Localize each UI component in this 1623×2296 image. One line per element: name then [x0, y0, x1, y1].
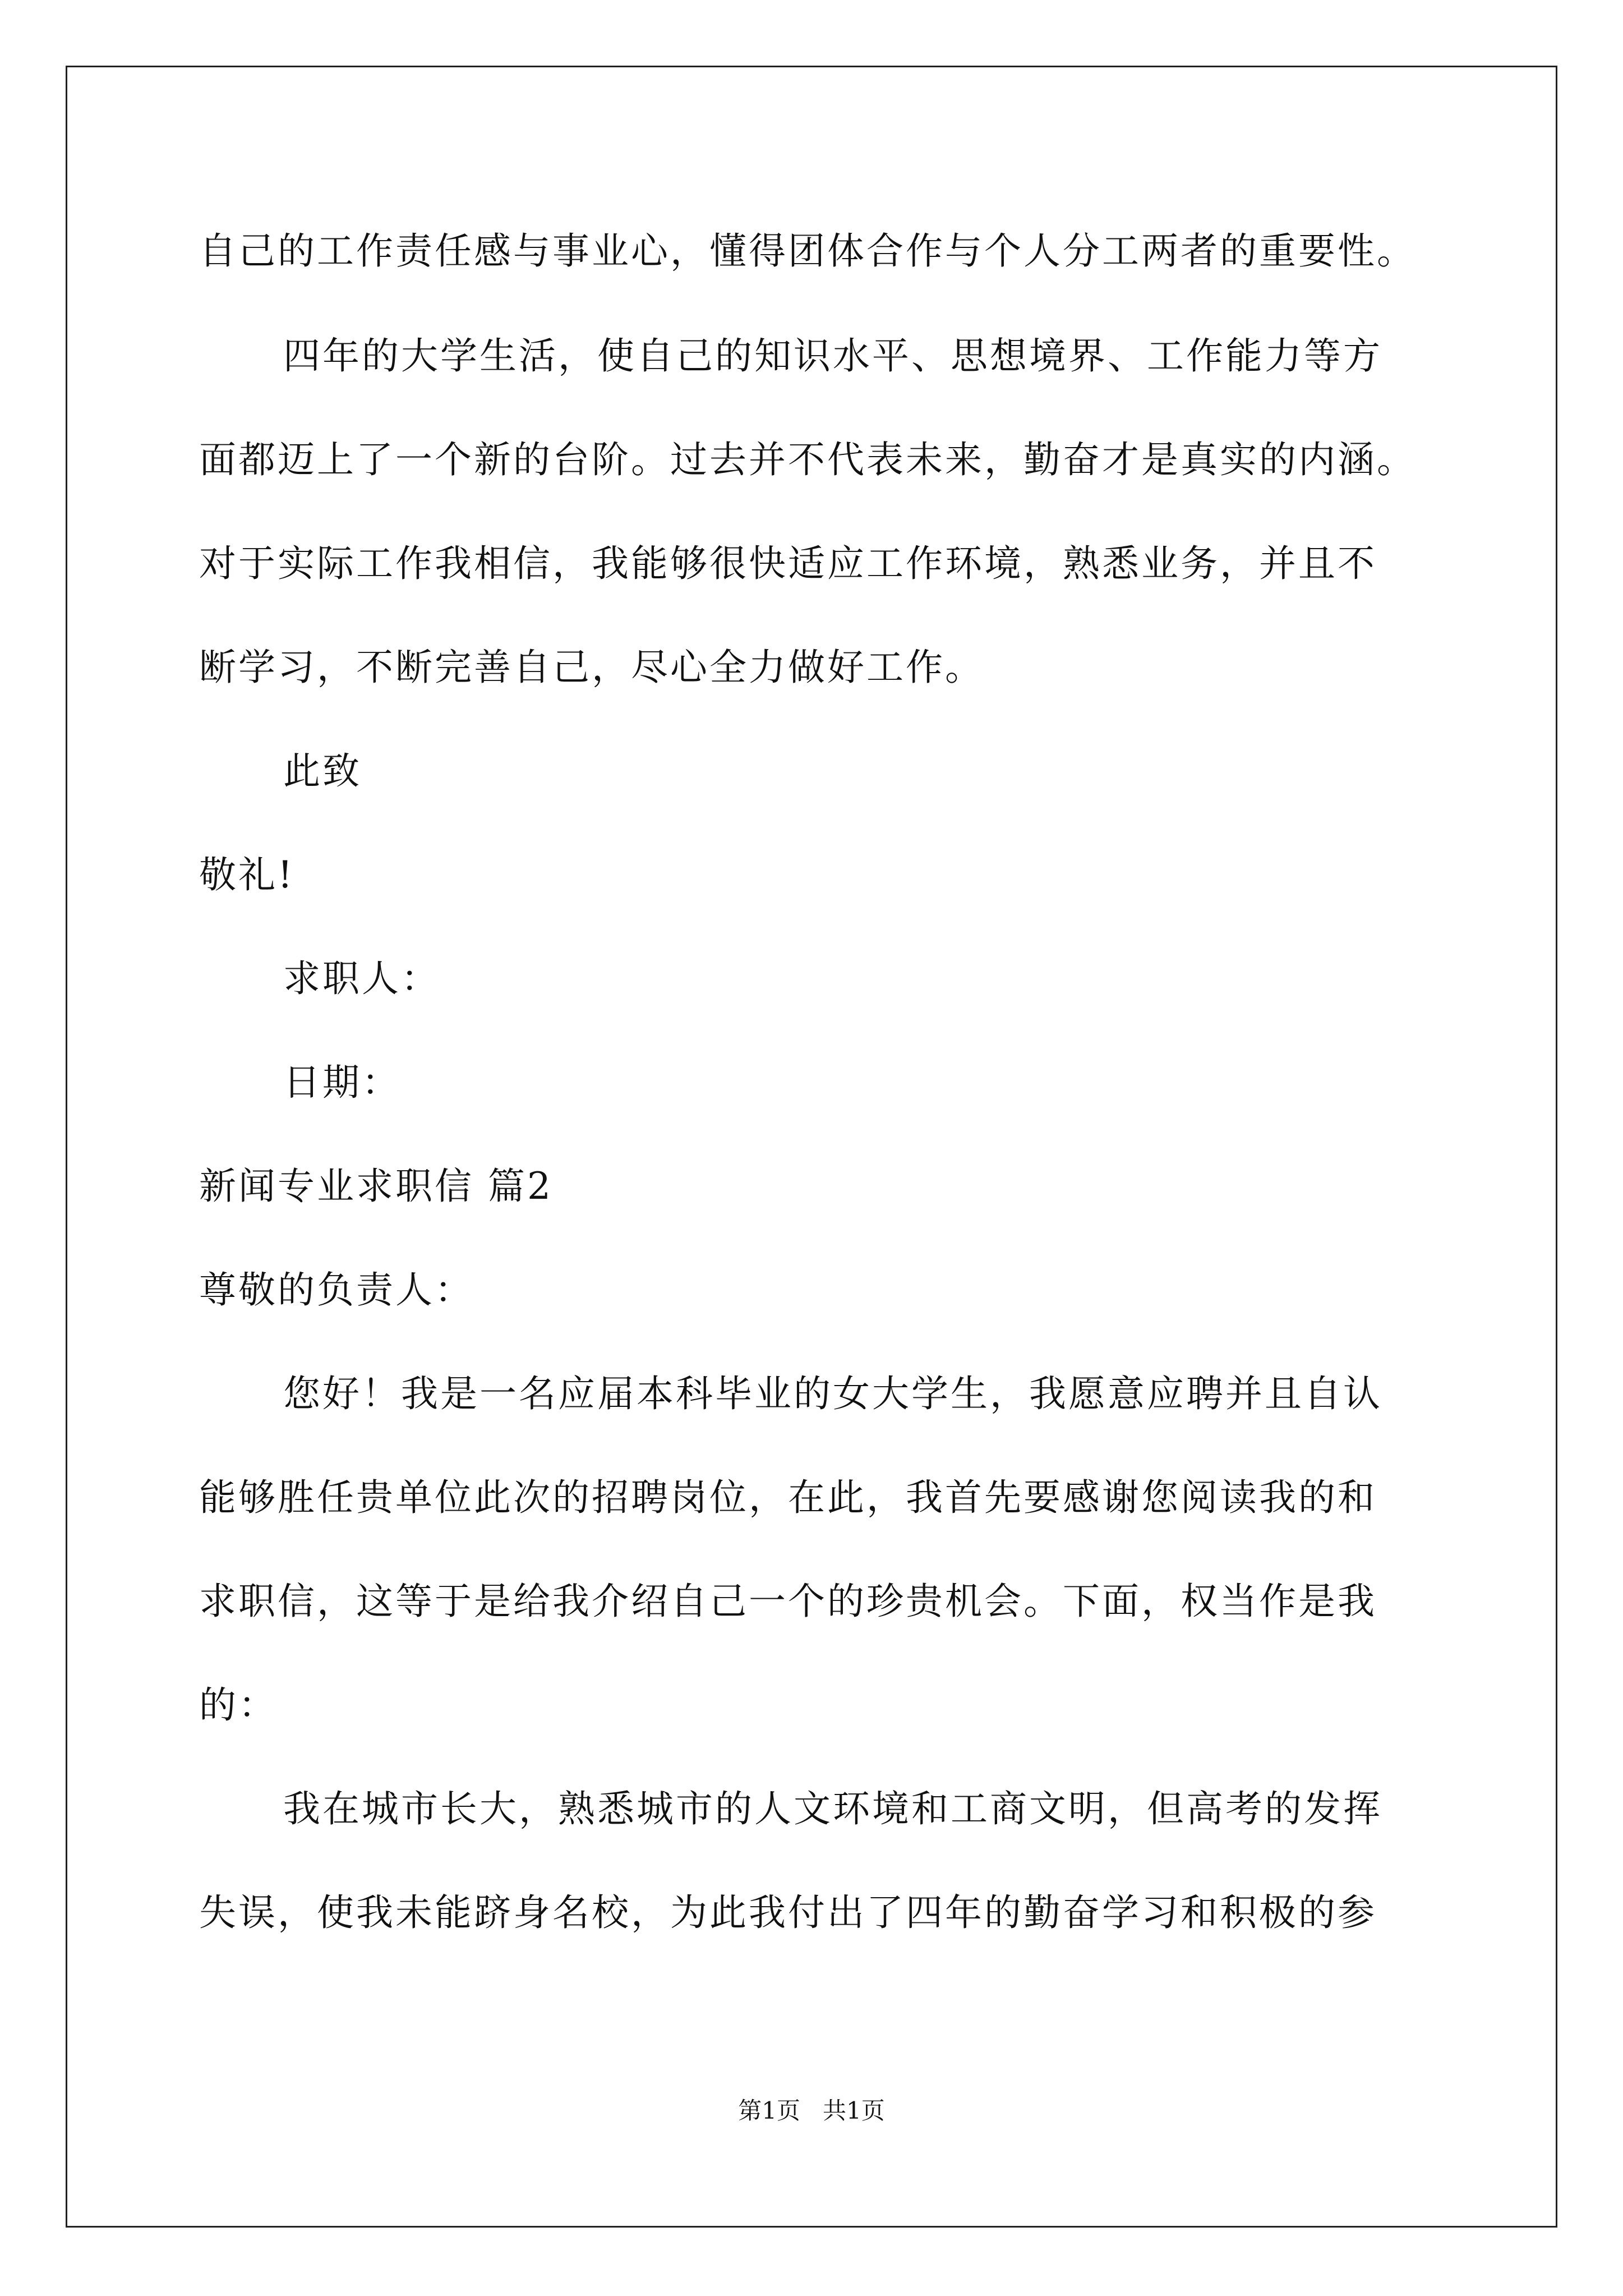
body-line-1: 自己的工作责任感与事业心，懂得团体合作与个人分工两者的重要性。	[199, 229, 1416, 273]
body-line-6: 您好！我是一名应届本科毕业的女大学生，我愿意应聘并且自认	[283, 1372, 1382, 1415]
body-line-2: 四年的大学生活，使自己的知识水平、思想境界、工作能力等方	[283, 334, 1382, 378]
date-label: 日期：	[283, 1061, 401, 1104]
body-line-4: 对于实际工作我相信，我能够很快适应工作环境，熟悉业务，并且不	[199, 542, 1377, 585]
body-line-3: 面都迈上了一个新的台阶。过去并不代表未来，勤奋才是真实的内涵。	[199, 438, 1416, 481]
closing-salutation: 此致	[283, 749, 362, 793]
body-line-7: 能够胜任贵单位此次的招聘岗位，在此，我首先要感谢您阅读我的和	[199, 1476, 1377, 1519]
applicant-label: 求职人：	[283, 957, 440, 1000]
section-heading: 新闻专业求职信 篇2	[199, 1165, 553, 1208]
page-footer: 第1页 共1页	[738, 2097, 885, 2124]
body-line-8: 求职信，这等于是给我介绍自己一个的珍贵机会。下面，权当作是我	[199, 1580, 1377, 1623]
closing-regards: 敬礼!	[199, 853, 295, 896]
body-line-5: 断学习，不断完善自己，尽心全力做好工作。	[199, 646, 984, 689]
body-line-10: 我在城市长大，熟悉城市的人文环境和工商文明，但高考的发挥	[283, 1787, 1382, 1830]
greeting: 尊敬的负责人：	[199, 1268, 474, 1312]
body-line-9: 的：	[199, 1683, 278, 1727]
body-line-11: 失误，使我未能跻身名校，为此我付出了四年的勤奋学习和积极的参	[199, 1891, 1377, 1934]
